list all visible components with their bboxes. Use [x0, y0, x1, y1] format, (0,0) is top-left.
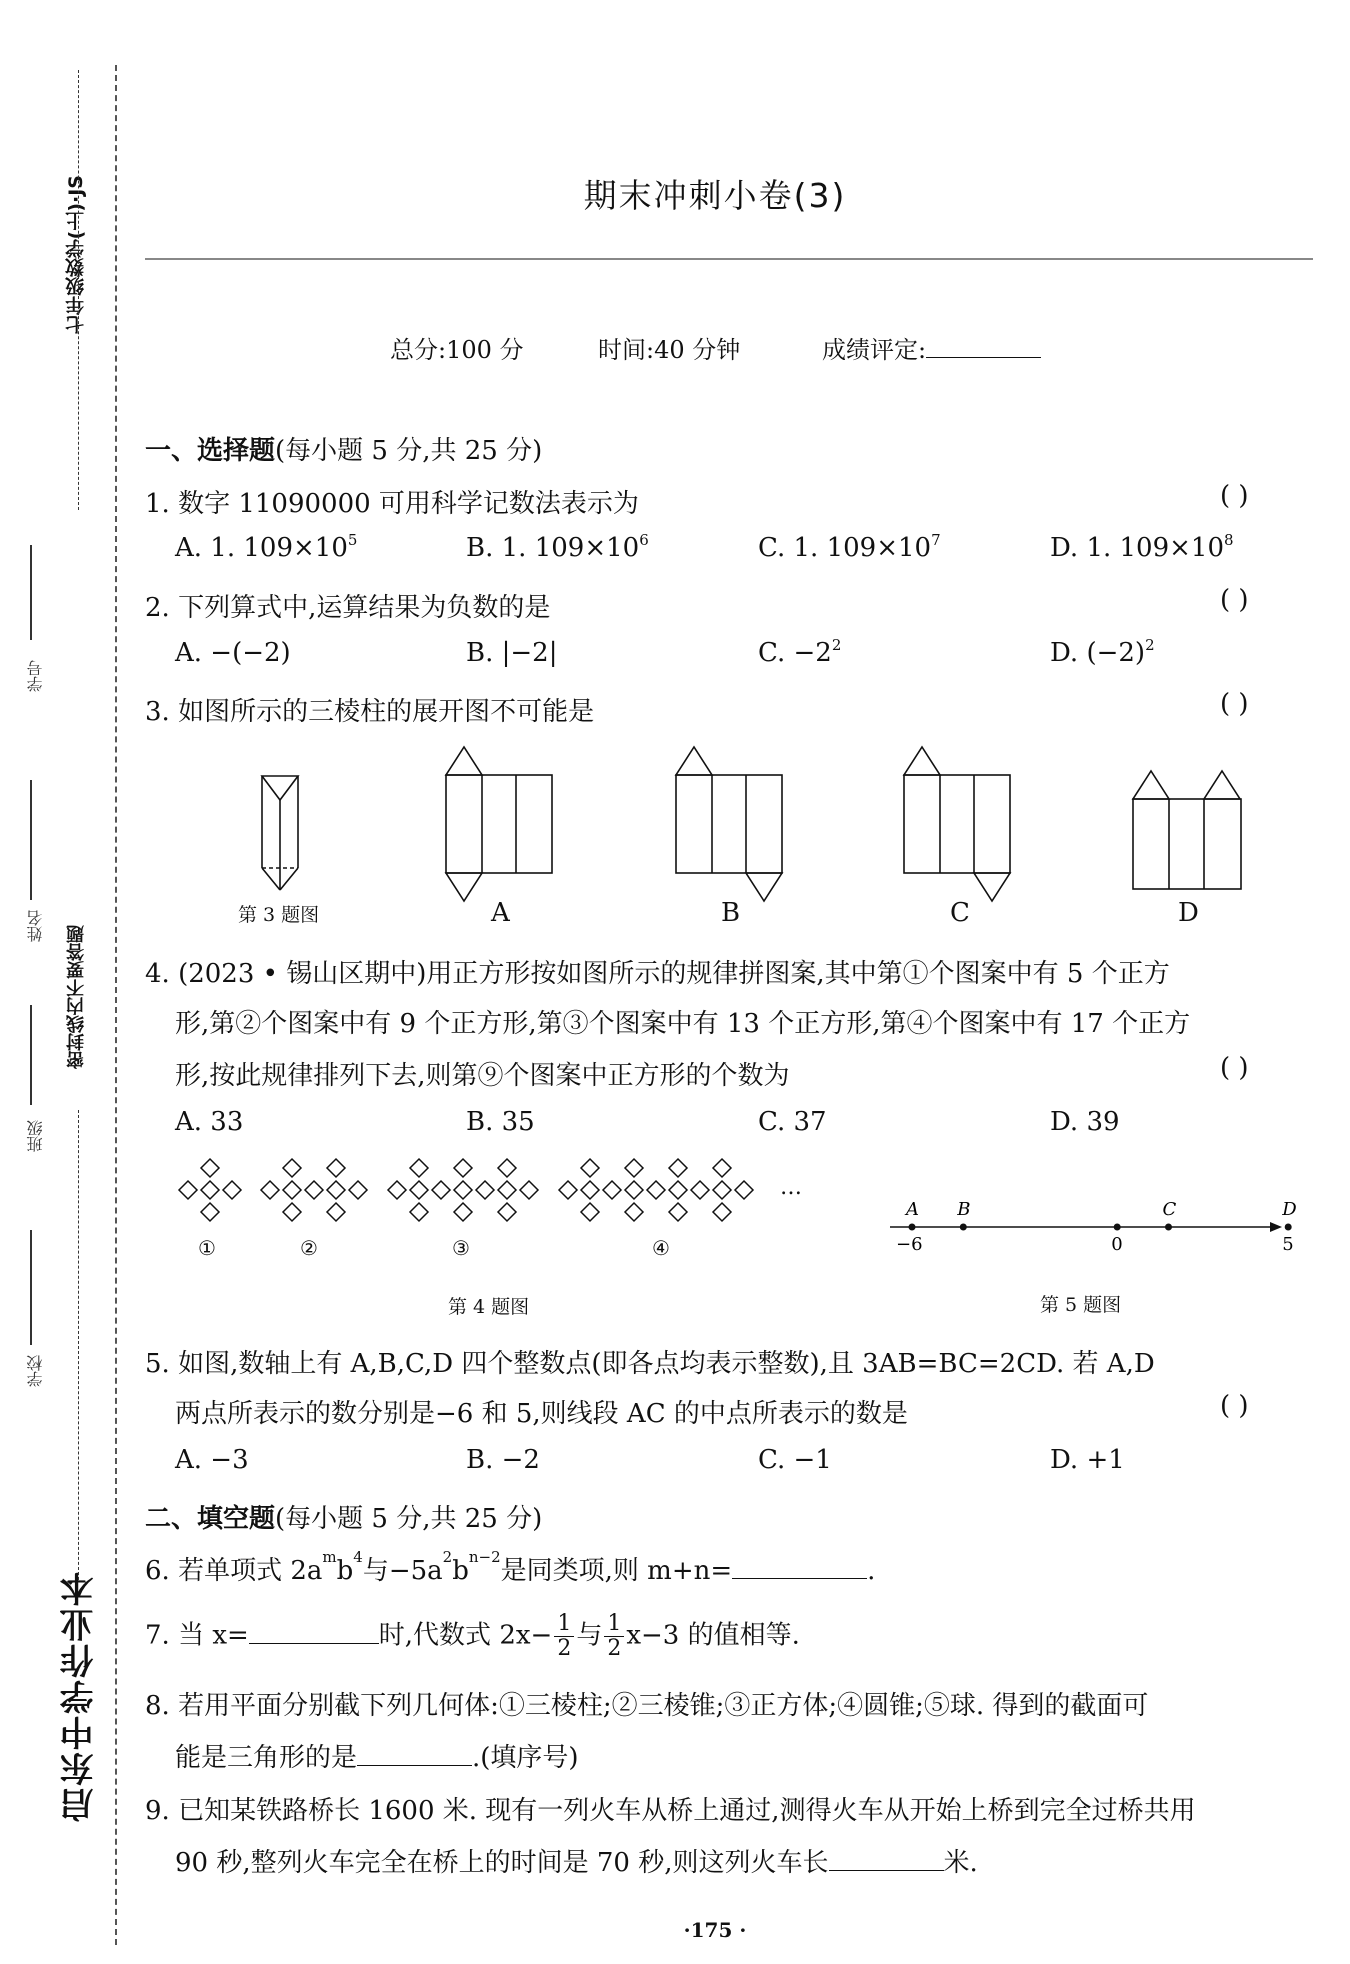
q9-answer-blank[interactable]: [829, 1870, 944, 1871]
q5-stem-line1: 5. 如图,数轴上有 A,B,C,D 四个整数点(即各点均表示整数),且 3AB=BC=2CD. 若 A,D: [145, 1349, 1155, 1379]
q5-figure-caption: 第 5 题图: [1040, 1294, 1122, 1316]
section1-heading: 一、选择题(每小题 5 分,共 25 分): [145, 436, 543, 466]
q3-stem: 3. 如图所示的三棱柱的展开图不可能是: [145, 697, 595, 727]
q4-square-diamond: [179, 1181, 197, 1199]
q4-square-diamond: [713, 1159, 731, 1177]
q9-stem-line1: 9. 已知某铁路桥长 1600 米. 现有一列火车从桥上通过,测得火车从开始上桥到完全过桥共用: [145, 1796, 1196, 1826]
q2-stem: 2. 下列算式中,运算结果为负数的是: [145, 593, 551, 623]
total-score: 总分:100 分: [390, 336, 524, 364]
time-limit: 时间:40 分钟: [598, 336, 741, 364]
q3-label-d: D: [1178, 898, 1199, 928]
q4-square-diamond: [454, 1159, 472, 1177]
q4-square-diamond: [498, 1203, 516, 1221]
q4-square-diamond: [432, 1181, 450, 1199]
q4-square-diamond: [713, 1181, 731, 1199]
q4-option-b: B. 35: [466, 1107, 535, 1137]
q4-square-diamond: [410, 1159, 428, 1177]
q3-net-a: [446, 747, 552, 901]
field-label-banji: 班级: [26, 1120, 45, 1152]
q5-tick-label: 5: [1282, 1234, 1294, 1255]
q4-square-diamond: [410, 1203, 428, 1221]
q4-square-diamond: [349, 1181, 367, 1199]
q4-stem-line2: 形,第②个图案中有 9 个正方形,第③个图案中有 13 个正方形,第④个图案中有 17 个正方: [175, 1009, 1191, 1039]
q2-option-a: A. −(−2): [175, 638, 291, 668]
q4-square-diamond: [327, 1203, 345, 1221]
q6-stem: 6. 若单项式 $2a^mb^4$与$-5a^2b^{n-2}$是同类项,则 m+n= .: [145, 1548, 876, 1586]
q4-answer-paren[interactable]: ( ): [1220, 1053, 1249, 1083]
q5-option-d: D. +1: [1050, 1445, 1125, 1475]
q3-prism-figure: [262, 776, 298, 890]
q3-label-c: C: [950, 898, 970, 928]
q3-label-a: A: [491, 898, 510, 928]
q5-point-c: [1165, 1224, 1172, 1231]
q5-origin-point: [1114, 1224, 1121, 1231]
q2-option-d: D. $(-2)^2$: [1050, 636, 1155, 668]
q4-square-diamond: [283, 1203, 301, 1221]
q5-point-d: [1285, 1224, 1292, 1231]
q4-square-diamond: [201, 1159, 219, 1177]
section2-heading: 二、填空题(每小题 5 分,共 25 分): [145, 1504, 543, 1534]
q5-point-label-a: A: [906, 1199, 919, 1220]
q3-net-d: [1133, 771, 1241, 889]
q4-square-diamond: [603, 1181, 621, 1199]
q5-option-c: C. −1: [758, 1445, 832, 1475]
q4-square-diamond: [713, 1203, 731, 1221]
q5-option-a: A. −3: [175, 1445, 249, 1475]
q8-answer-blank[interactable]: [357, 1765, 472, 1766]
q4-square-diamond: [669, 1203, 687, 1221]
q4-square-diamond: [581, 1159, 599, 1177]
q3-net-b: [676, 747, 782, 901]
field-label-xingming: 姓名: [26, 910, 45, 942]
q5-answer-paren[interactable]: ( ): [1220, 1391, 1249, 1421]
q5-point-a: [909, 1224, 916, 1231]
q4-square-diamond: [454, 1181, 472, 1199]
q4-square-diamond: [283, 1181, 301, 1199]
q7-fraction-1: $\frac{1}{2}$: [554, 1612, 574, 1661]
q9-stem-line2: 90 秒,整列火车完全在桥上的时间是 70 秒,则这列火车长 米.: [175, 1848, 978, 1878]
q4-square-diamond: [498, 1159, 516, 1177]
q5-tick-label: 0: [1111, 1234, 1123, 1255]
q2-answer-paren[interactable]: ( ): [1220, 585, 1249, 615]
q4-square-diamond: [498, 1181, 516, 1199]
q4-ellipsis: …: [780, 1175, 802, 1200]
grade-label: 成绩评定:: [822, 336, 927, 364]
q1-answer-paren[interactable]: ( ): [1220, 481, 1249, 511]
q5-point-b: [960, 1224, 967, 1231]
q4-option-d: D. 39: [1050, 1107, 1120, 1137]
q4-square-diamond: [581, 1181, 599, 1199]
q4-square-diamond: [625, 1181, 643, 1199]
q3-net-c: [904, 747, 1010, 901]
q8-stem-line1: 8. 若用平面分别截下列几何体:①三棱柱;②三棱锥;③正方体;④圆锥;⑤球. 得到的截面可: [145, 1691, 1149, 1721]
q2-option-c: C. $-2^2$: [758, 636, 842, 668]
q4-square-diamond: [388, 1181, 406, 1199]
q1-option-a: A. 1. $109\times 10^5$: [175, 531, 358, 563]
q4-square-diamond: [625, 1203, 643, 1221]
q4-square-diamond: [327, 1181, 345, 1199]
q1-option-d: D. 1. $109\times 10^8$: [1050, 531, 1234, 563]
seal-note: 密封线内不要答题: [66, 925, 87, 1069]
q5-tick-label: −6: [896, 1234, 923, 1255]
q1-option-b: B. 1. $109\times 10^6$: [466, 531, 649, 563]
page-number: ·175 ·: [683, 1918, 747, 1942]
q4-pattern-label-4: ④: [652, 1236, 670, 1260]
q4-square-diamond: [625, 1159, 643, 1177]
q4-square-diamond: [327, 1159, 345, 1177]
q5-point-label-c: C: [1162, 1199, 1177, 1220]
q4-square-diamond: [691, 1181, 709, 1199]
q4-stem-line1: 4. (2023 • 锡山区期中)用正方形按如图所示的规律拼图案,其中第①个图案中有 5 个正方: [145, 959, 1170, 989]
q5-point-label-b: B: [957, 1199, 971, 1220]
q4-square-diamond: [454, 1203, 472, 1221]
q4-pattern-figure: [179, 1159, 753, 1221]
q2-option-b: B. |−2|: [466, 638, 558, 668]
q5-stem-line2: 两点所表示的数分别是−6 和 5,则线段 AC 的中点所表示的数是: [175, 1399, 908, 1429]
q1-stem: 1. 数字 11090000 可用科学记数法表示为: [145, 489, 639, 519]
q7-answer-blank[interactable]: [249, 1643, 379, 1644]
page-title: 期末冲刺小卷(3): [583, 176, 847, 215]
q4-square-diamond: [223, 1181, 241, 1199]
q4-square-diamond: [201, 1181, 219, 1199]
q4-square-diamond: [261, 1181, 279, 1199]
book-name: 七年级数学(上)·JS: [65, 175, 87, 335]
field-label-xuehao: 学号: [26, 660, 45, 692]
q4-pattern-label-1: ①: [198, 1236, 216, 1260]
q8-stem-line2: 能是三角形的是 .(填序号): [175, 1743, 579, 1773]
q4-option-c: C. 37: [758, 1107, 827, 1137]
q4-square-diamond: [305, 1181, 323, 1199]
q4-square-diamond: [201, 1203, 219, 1221]
field-label-xuexiao: 学校: [26, 1355, 45, 1387]
q4-figure-caption: 第 4 题图: [448, 1296, 530, 1318]
q5-option-b: B. −2: [466, 1445, 540, 1475]
q6-answer-blank[interactable]: [732, 1578, 867, 1579]
q4-square-diamond: [476, 1181, 494, 1199]
q3-figure-caption: 第 3 题图: [238, 904, 320, 926]
q4-square-diamond: [559, 1181, 577, 1199]
q4-square-diamond: [581, 1203, 599, 1221]
q4-option-a: A. 33: [175, 1107, 244, 1137]
q4-square-diamond: [647, 1181, 665, 1199]
q7-stem: 7. 当 x= 时,代数式 2x− $\frac{1}{2}$ 与 $\frac{1}{2}$ x−3 的值相等.: [145, 1611, 800, 1661]
q3-label-b: B: [721, 898, 741, 928]
q5-number-line: [890, 1199, 1297, 1255]
q4-stem-line3: 形,按此规律排列下去,则第⑨个图案中正方形的个数为: [175, 1061, 790, 1091]
q4-square-diamond: [735, 1181, 753, 1199]
school-name: 启东中学作业本: [60, 1570, 100, 1822]
q4-square-diamond: [520, 1181, 538, 1199]
q4-square-diamond: [669, 1181, 687, 1199]
q4-square-diamond: [410, 1181, 428, 1199]
q7-fraction-2: $\frac{1}{2}$: [604, 1612, 624, 1661]
q4-square-diamond: [283, 1159, 301, 1177]
q1-option-c: C. 1. $109\times 10^7$: [758, 531, 941, 563]
q4-pattern-label-3: ③: [452, 1236, 470, 1260]
q4-square-diamond: [669, 1159, 687, 1177]
q3-answer-paren[interactable]: ( ): [1220, 689, 1249, 719]
q4-pattern-label-2: ②: [300, 1236, 318, 1260]
q5-point-label-d: D: [1282, 1199, 1297, 1220]
